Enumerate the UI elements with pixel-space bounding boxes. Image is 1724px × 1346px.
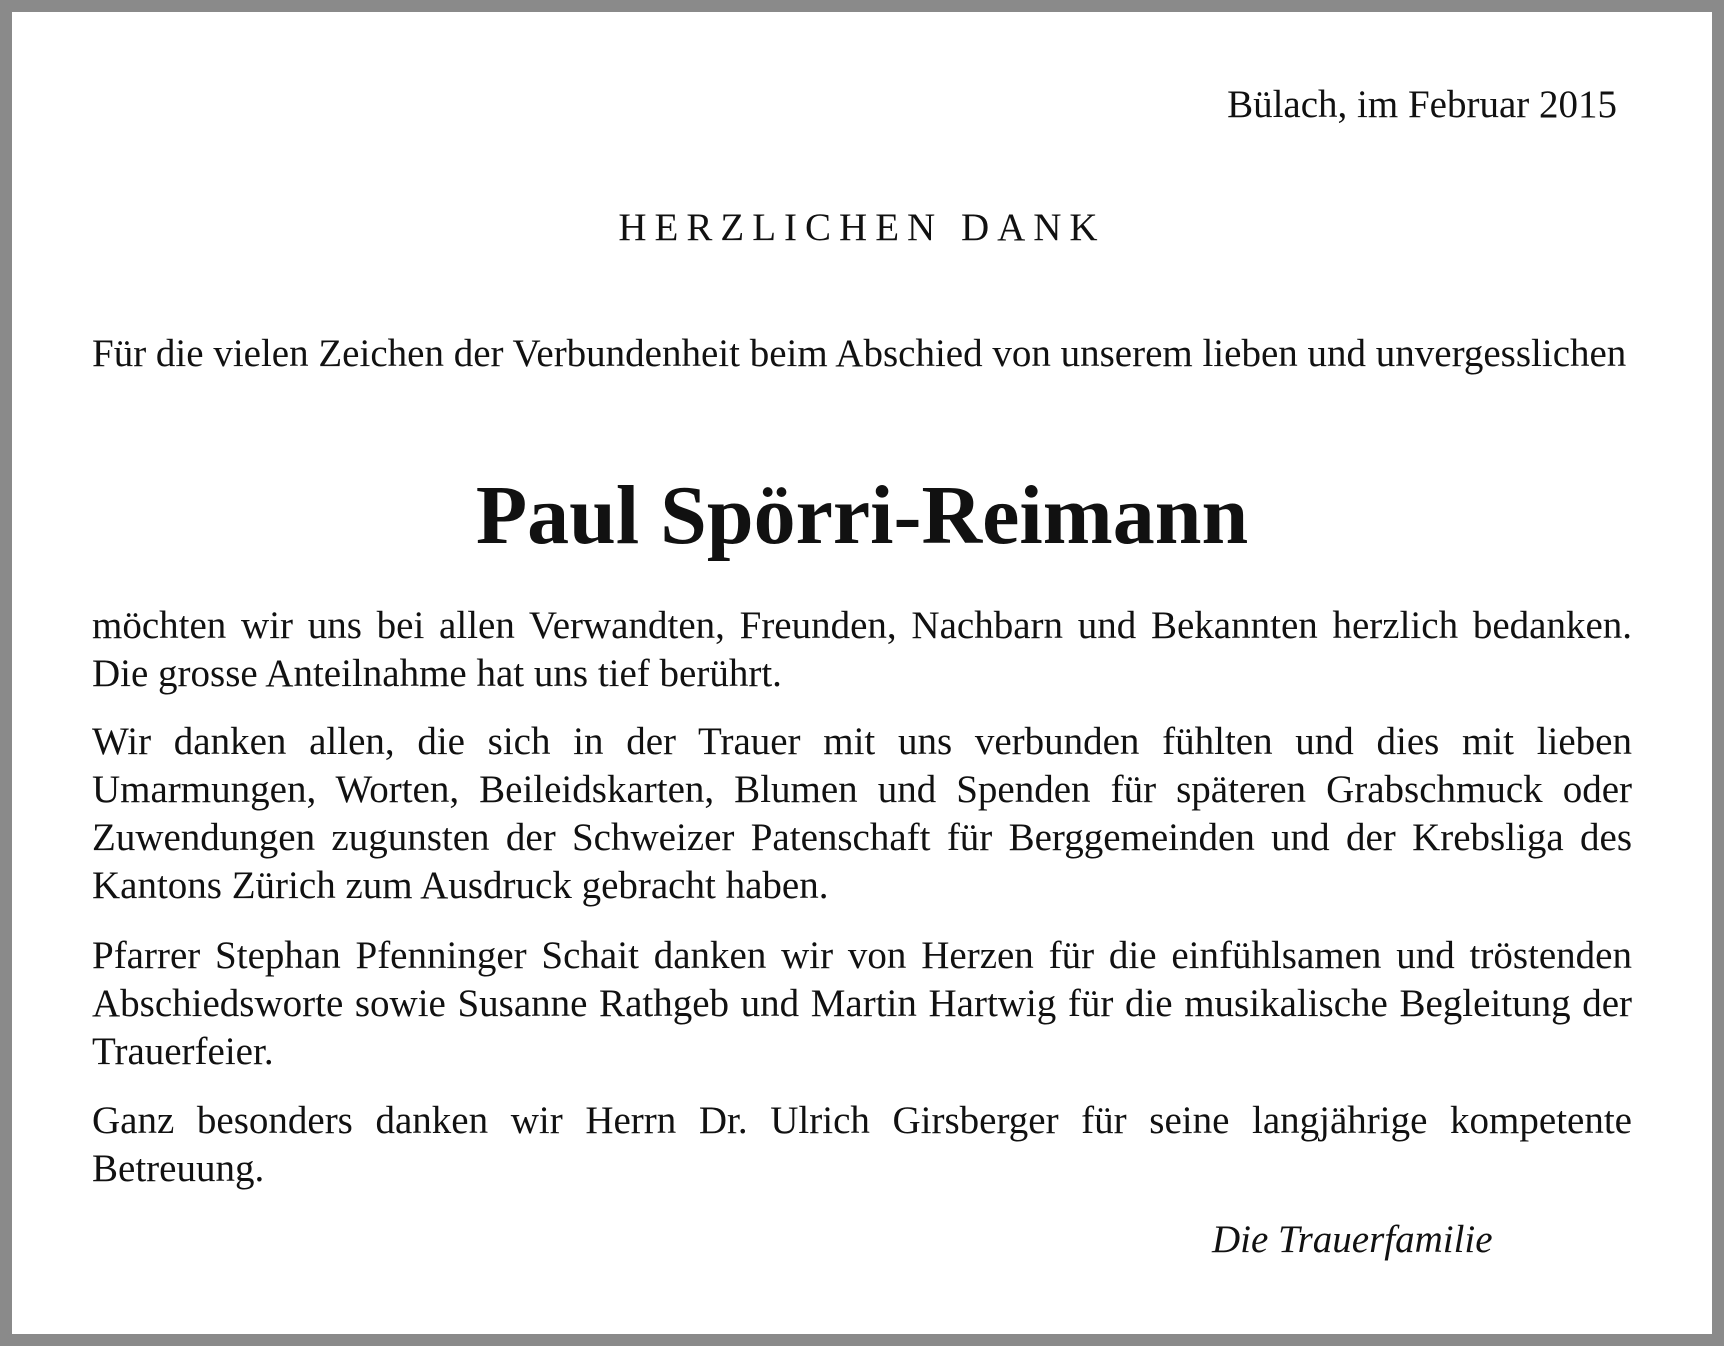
notice-heading: HERZLICHEN DANK	[618, 206, 1106, 249]
place-date: Bülach, im Februar 2015	[1227, 83, 1617, 126]
deceased-name: Paul Spörri-Reimann	[475, 469, 1249, 562]
body-paragraph-2: Wir danken allen, die sich in der Trauer mit uns verbunden fühlten und dies mit lieben Umarmungen, Worten, Beileidskarten, Blumen und Spenden für späteren Grabschmuck oder Zuwendungen zugunsten der Schweizer Patenschaft für Berggemeinden und der Krebsliga des Kantons Zürich zum Ausdruck gebracht haben.	[92, 720, 1632, 907]
body-paragraph-1: möchten wir uns bei allen Verwandten, Freunden, Nachbarn und Bekannten herzlich bedanken. Die grosse Anteilnahme hat uns tief berührt.	[92, 604, 1632, 695]
body-paragraph-4: Ganz besonders danken wir Herrn Dr. Ulrich Girsberger für seine langjährige kompetente Betreuung.	[92, 1099, 1632, 1190]
body-paragraph-3: Pfarrer Stephan Pfenninger Schait danken wir von Herzen für die einfühlsamen und tröstenden Abschiedsworte sowie Susanne Rathgeb und Martin Hartwig für die musikalische Begleitung der Trauerfeier.	[92, 934, 1632, 1073]
thank-you-notice	[12, 12, 1712, 1334]
signature: Die Trauerfamilie	[1212, 1218, 1493, 1261]
intro-paragraph: Für die vielen Zeichen der Verbundenheit beim Abschied von unserem lieben und unvergesslichen	[92, 332, 1627, 375]
